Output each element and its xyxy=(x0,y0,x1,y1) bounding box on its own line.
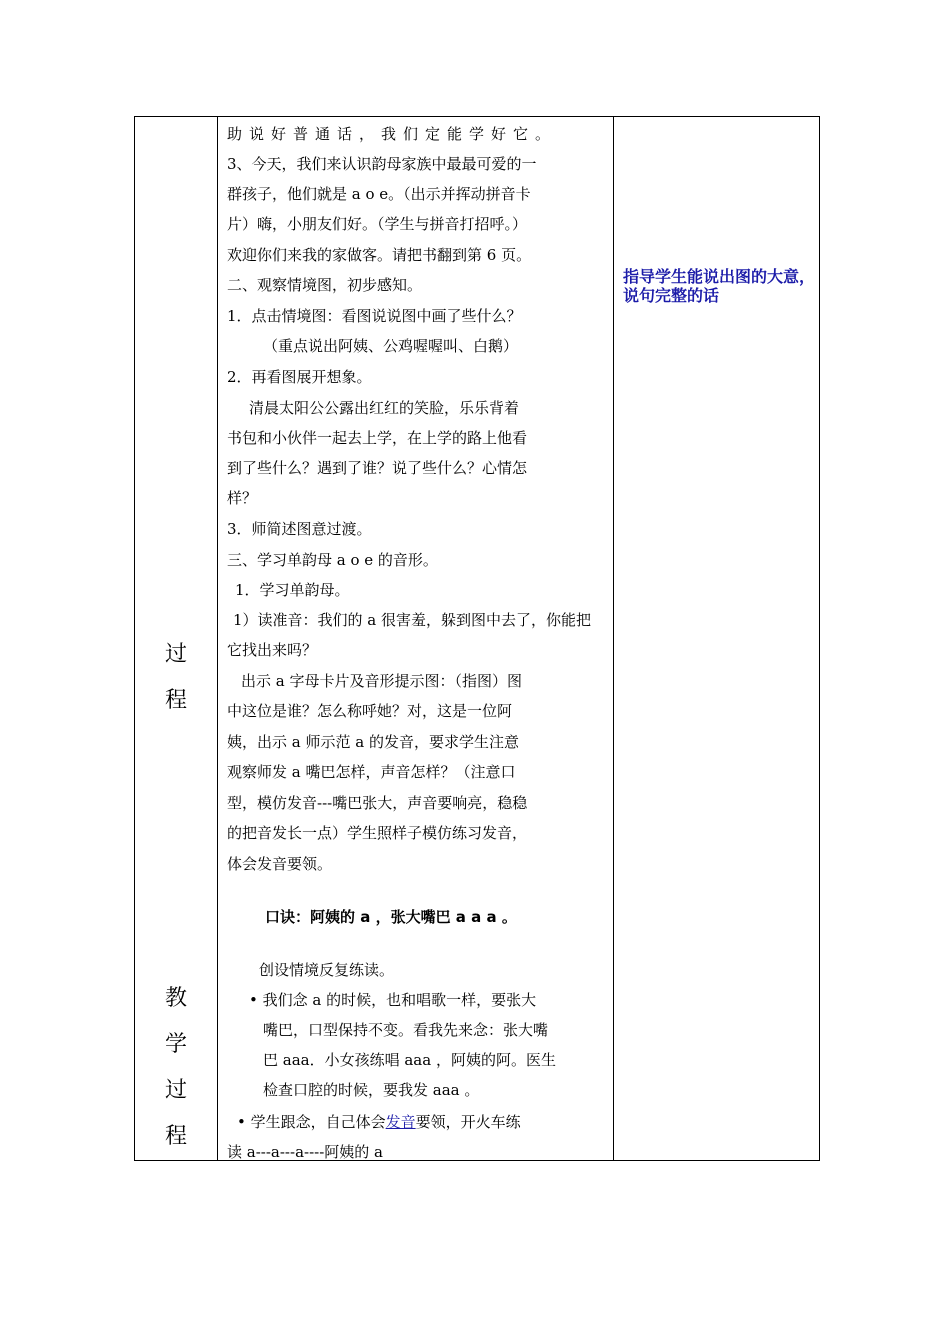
text-line: 到了些什么？遇到了谁？说了些什么？心情怎 xyxy=(227,459,528,477)
text-line: 欢迎你们来我的家做客。请把书翻到第 6 页。 xyxy=(227,246,532,264)
text-fragment: • 学生跟念，自己体会 xyxy=(237,1113,386,1131)
section-label-char: 程 xyxy=(164,688,187,713)
text-line: 3、今天，我们来认识韵母家族中最最可爱的一 xyxy=(227,155,537,173)
text-line: 3．师简述图意过渡。 xyxy=(227,520,372,538)
section-label-char: 过 xyxy=(164,1078,187,1103)
text-line: 1．学习单韵母。 xyxy=(235,581,350,599)
column-divider xyxy=(217,117,218,1160)
text-line: 片）嗨，小朋友们好。（学生与拼音打招呼。） xyxy=(227,215,528,233)
text-line: 创设情境反复练读。 xyxy=(259,961,395,979)
section-label-column xyxy=(135,117,217,1160)
text-line: （重点说出阿姨、公鸡喔喔叫、白鹅） xyxy=(263,337,519,355)
section-label-char: 教 xyxy=(164,986,187,1011)
text-line: 三、学习单韵母 a o e 的音形。 xyxy=(227,551,438,569)
text-line: 二、观察情境图，初步感知。 xyxy=(227,276,423,294)
section-label-char: 程 xyxy=(164,1124,187,1149)
text-line: 出示 a 字母卡片及音形提示图：（指图）图 xyxy=(241,672,522,690)
text-line: 姨，出示 a 师示范 a 的发音，要求学生注意 xyxy=(227,733,519,751)
text-line: 型，模仿发音---嘴巴张大，声音要响亮，稳稳 xyxy=(227,794,528,812)
text-line: 它找出来吗？ xyxy=(227,641,318,659)
text-line: 检查口腔的时候，要我发 aaa 。 xyxy=(263,1081,480,1099)
lesson-table xyxy=(134,116,820,1161)
pronunciation-link[interactable]: 发音 xyxy=(385,1113,416,1131)
section-label-char: 过 xyxy=(164,642,187,667)
text-line: 2．再看图展开想象。 xyxy=(227,368,372,386)
text-line: 体会发音要领。 xyxy=(227,855,333,873)
mnemonic-line: 口诀：阿姨的 a ，张大嘴巴 a a a 。 xyxy=(265,908,517,926)
text-line: 样？ xyxy=(227,489,258,507)
text-line: 助说好普通话，我们定能学好它。 xyxy=(227,125,558,143)
text-line: 清晨太阳公公露出红红的笑脸，乐乐背着 xyxy=(249,399,520,417)
text-line: 群孩子，他们就是 a o e。（出示并挥动拼音卡 xyxy=(227,185,531,203)
teaching-note: 指导学生能说出图的大意，说句完整的话 xyxy=(623,267,816,305)
lesson-process-text xyxy=(227,117,611,1160)
text-line: 1．点击情境图：看图说说图中画了些什么？ xyxy=(227,307,522,325)
text-line: 的把音发长一点）学生照样子模仿练习发音， xyxy=(227,824,528,842)
text-line: 书包和小伙伴一起去上学，在上学的路上他看 xyxy=(227,429,528,447)
text-line: 1）读准音：我们的 a 很害羞，躲到图中去了，你能把 xyxy=(233,611,592,629)
bullet-line: • 我们念 a 的时候，也和唱歌一样，要张大 xyxy=(249,991,537,1009)
text-line: 嘴巴，口型保持不变。看我先来念：张大嘴 xyxy=(263,1021,549,1039)
column-divider xyxy=(613,117,614,1160)
text-line: 中这位是谁？怎么称呼她？对，这是一位阿 xyxy=(227,702,513,720)
text-line: 读 a---a---a----阿姨的 a xyxy=(227,1143,383,1161)
text-line: 巴 aaa．小女孩练唱 aaa ，阿姨的阿。医生 xyxy=(263,1051,556,1069)
bullet-line xyxy=(237,1107,521,1138)
section-label-char: 学 xyxy=(164,1032,187,1057)
text-line: 观察师发 a 嘴巴怎样，声音怎样？（注意口 xyxy=(227,763,516,781)
text-fragment: 要领，开火车练 xyxy=(415,1113,521,1131)
